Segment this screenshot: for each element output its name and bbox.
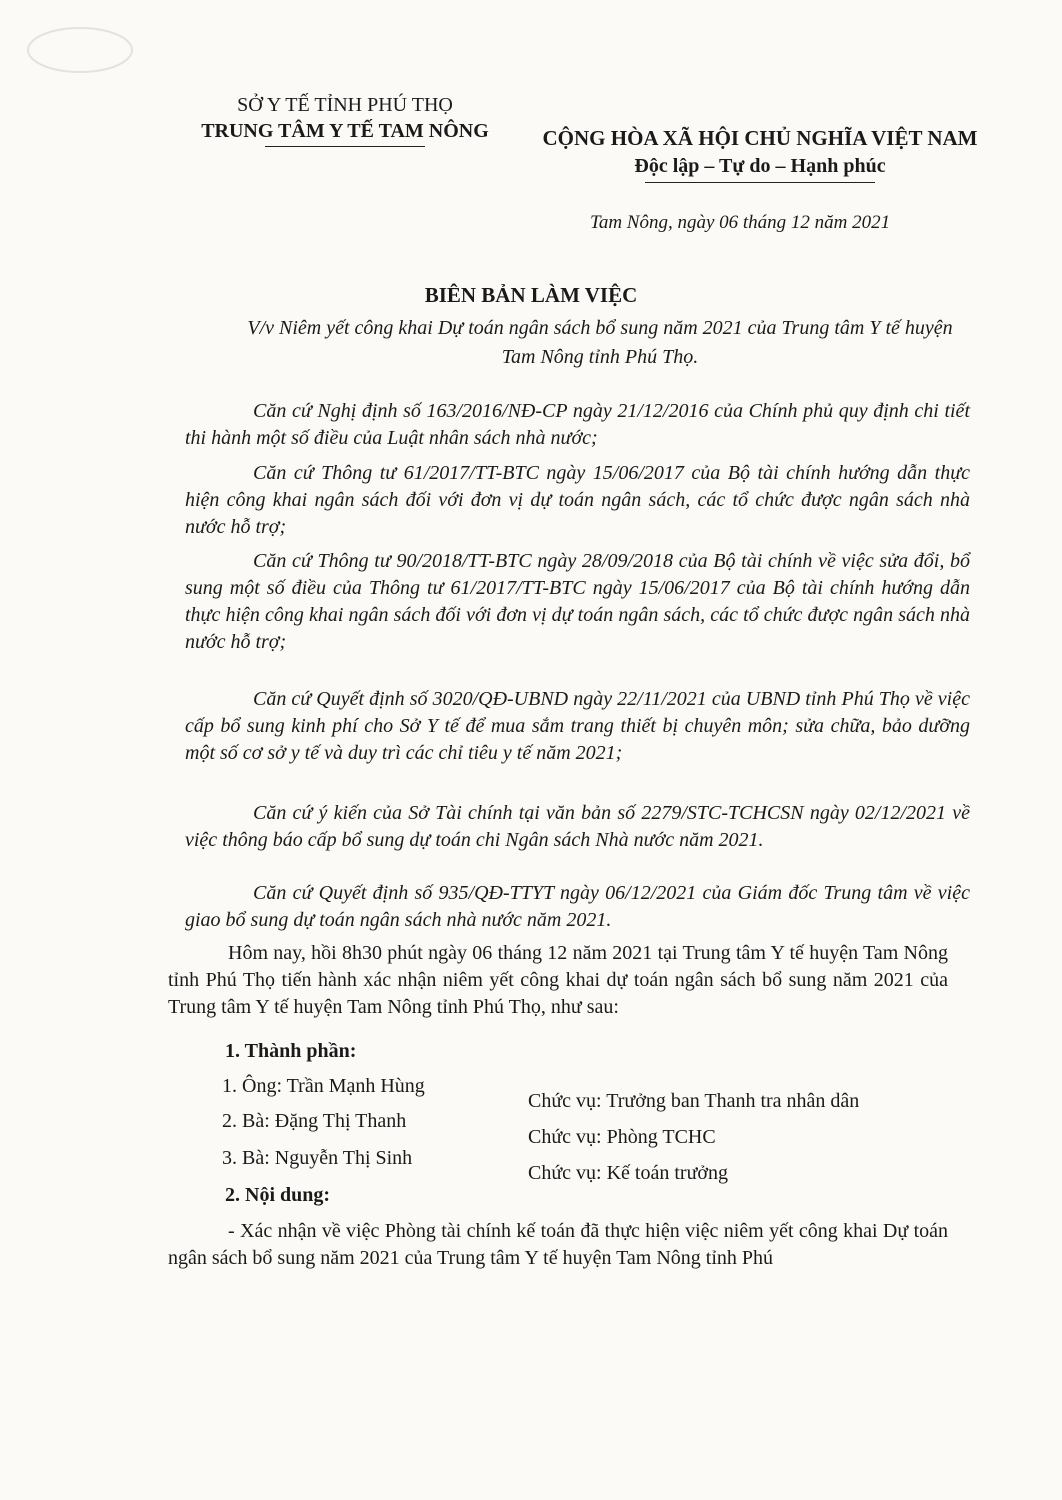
member-name: 1. Ông: Trần Mạnh Hùng <box>222 1075 425 1097</box>
member-role: Chức vụ: Trưởng ban Thanh tra nhân dân <box>528 1090 860 1112</box>
member-name: 2. Bà: Đặng Thị Thanh <box>222 1110 407 1132</box>
parent-agency: SỞ Y TẾ TỈNH PHÚ THỌ <box>237 94 453 116</box>
intro-paragraph: Hôm nay, hồi 8h30 phút ngày 06 tháng 12 năm 2021 tại Trung tâm Y tế huyện Tam Nông tỉnh Phú Thọ tiến hành xác nhận niêm yết công khai dự toán ngân sách bổ sung năm 2021 của Trung tâm Y tế huyện Tam Nông tỉnh Phú Thọ, như sau: <box>168 942 948 1018</box>
place-date: Tam Nông, ngày 06 tháng 12 năm 2021 <box>590 212 891 233</box>
agency-underline <box>265 146 425 147</box>
national-motto: Độc lập – Tự do – Hạnh phúc <box>634 155 886 177</box>
national-header <box>520 124 1000 183</box>
motto-underline <box>645 182 875 183</box>
member-role: Chức vụ: Phòng TCHC <box>528 1126 716 1148</box>
legal-basis-5: Căn cứ ý kiến của Sở Tài chính tại văn bản số 2279/STC-TCHCSN ngày 02/12/2021 về việc thông báo cấp bổ sung dự toán chi Ngân sách Nhà nước năm 2021. <box>185 802 970 851</box>
member-name: 3. Bà: Nguyễn Thị Sinh <box>222 1147 413 1169</box>
legal-basis-1: Căn cứ Nghị định số 163/2016/NĐ-CP ngày 21/12/2016 của Chính phủ quy định chi tiết thi hành một số điều của Luật nhân sách nhà nước; <box>185 400 970 449</box>
section-members-heading: 1. Thành phần: <box>225 1040 357 1062</box>
faint-stamp-mark <box>20 20 140 80</box>
agency-name: TRUNG TÂM Y TẾ TAM NÔNG <box>201 120 489 142</box>
legal-basis-6: Căn cứ Quyết định số 935/QĐ-TTYT ngày 06/12/2021 của Giám đốc Trung tâm về việc giao bổ sung dự toán ngân sách nhà nước năm 2021. <box>185 882 970 931</box>
section-content-heading: 2. Nội dung: <box>225 1184 331 1206</box>
member-role: Chức vụ: Kế toán trưởng <box>528 1162 728 1184</box>
legal-basis-4: Căn cứ Quyết định số 3020/QĐ-UBND ngày 22/11/2021 của UBND tỉnh Phú Thọ về việc cấp bổ sung kinh phí cho Sở Y tế để mua sắm trang thiết bị chuyên môn; sửa chữa, bảo dưỡng một số cơ sở y tế và duy trì các chỉ tiêu y tế năm 2021; <box>185 688 970 764</box>
country-name: CỘNG HÒA XÃ HỘI CHỦ NGHĨA VIỆT NAM <box>542 126 978 150</box>
legal-basis-3: Căn cứ Thông tư 90/2018/TT-BTC ngày 28/09/2018 của Bộ tài chính về việc sửa đổi, bổ sung một số điều của Thông tư 61/2017/TT-BTC ngày 15/06/2017 của Bộ tài chính hướng dẫn thực hiện công khai ngân sách đối với đơn vị dự toán ngân sách, các tổ chức được ngân sách nhà nước hỗ trợ; <box>185 550 970 653</box>
document-subject: V/v Niêm yết công khai Dự toán ngân sách bổ sung năm 2021 của Trung tâm Y tế huyện Tam Nông tỉnh Phú Thọ. <box>247 317 953 368</box>
document-title: BIÊN BẢN LÀM VIỆC <box>424 283 638 307</box>
issuing-agency <box>180 92 510 147</box>
legal-basis-2: Căn cứ Thông tư 61/2017/TT-BTC ngày 15/06/2017 của Bộ tài chính hướng dẫn thực hiện công khai ngân sách đối với đơn vị dự toán ngân sách, các tổ chức được ngân sách nhà nước hỗ trợ; <box>185 462 970 538</box>
content-paragraph: - Xác nhận về việc Phòng tài chính kế toán đã thực hiện việc niêm yết công khai Dự toán ngân sách bổ sung năm 2021 của Trung tâm Y tế huyện Tam Nông tỉnh Phú <box>168 1220 948 1269</box>
